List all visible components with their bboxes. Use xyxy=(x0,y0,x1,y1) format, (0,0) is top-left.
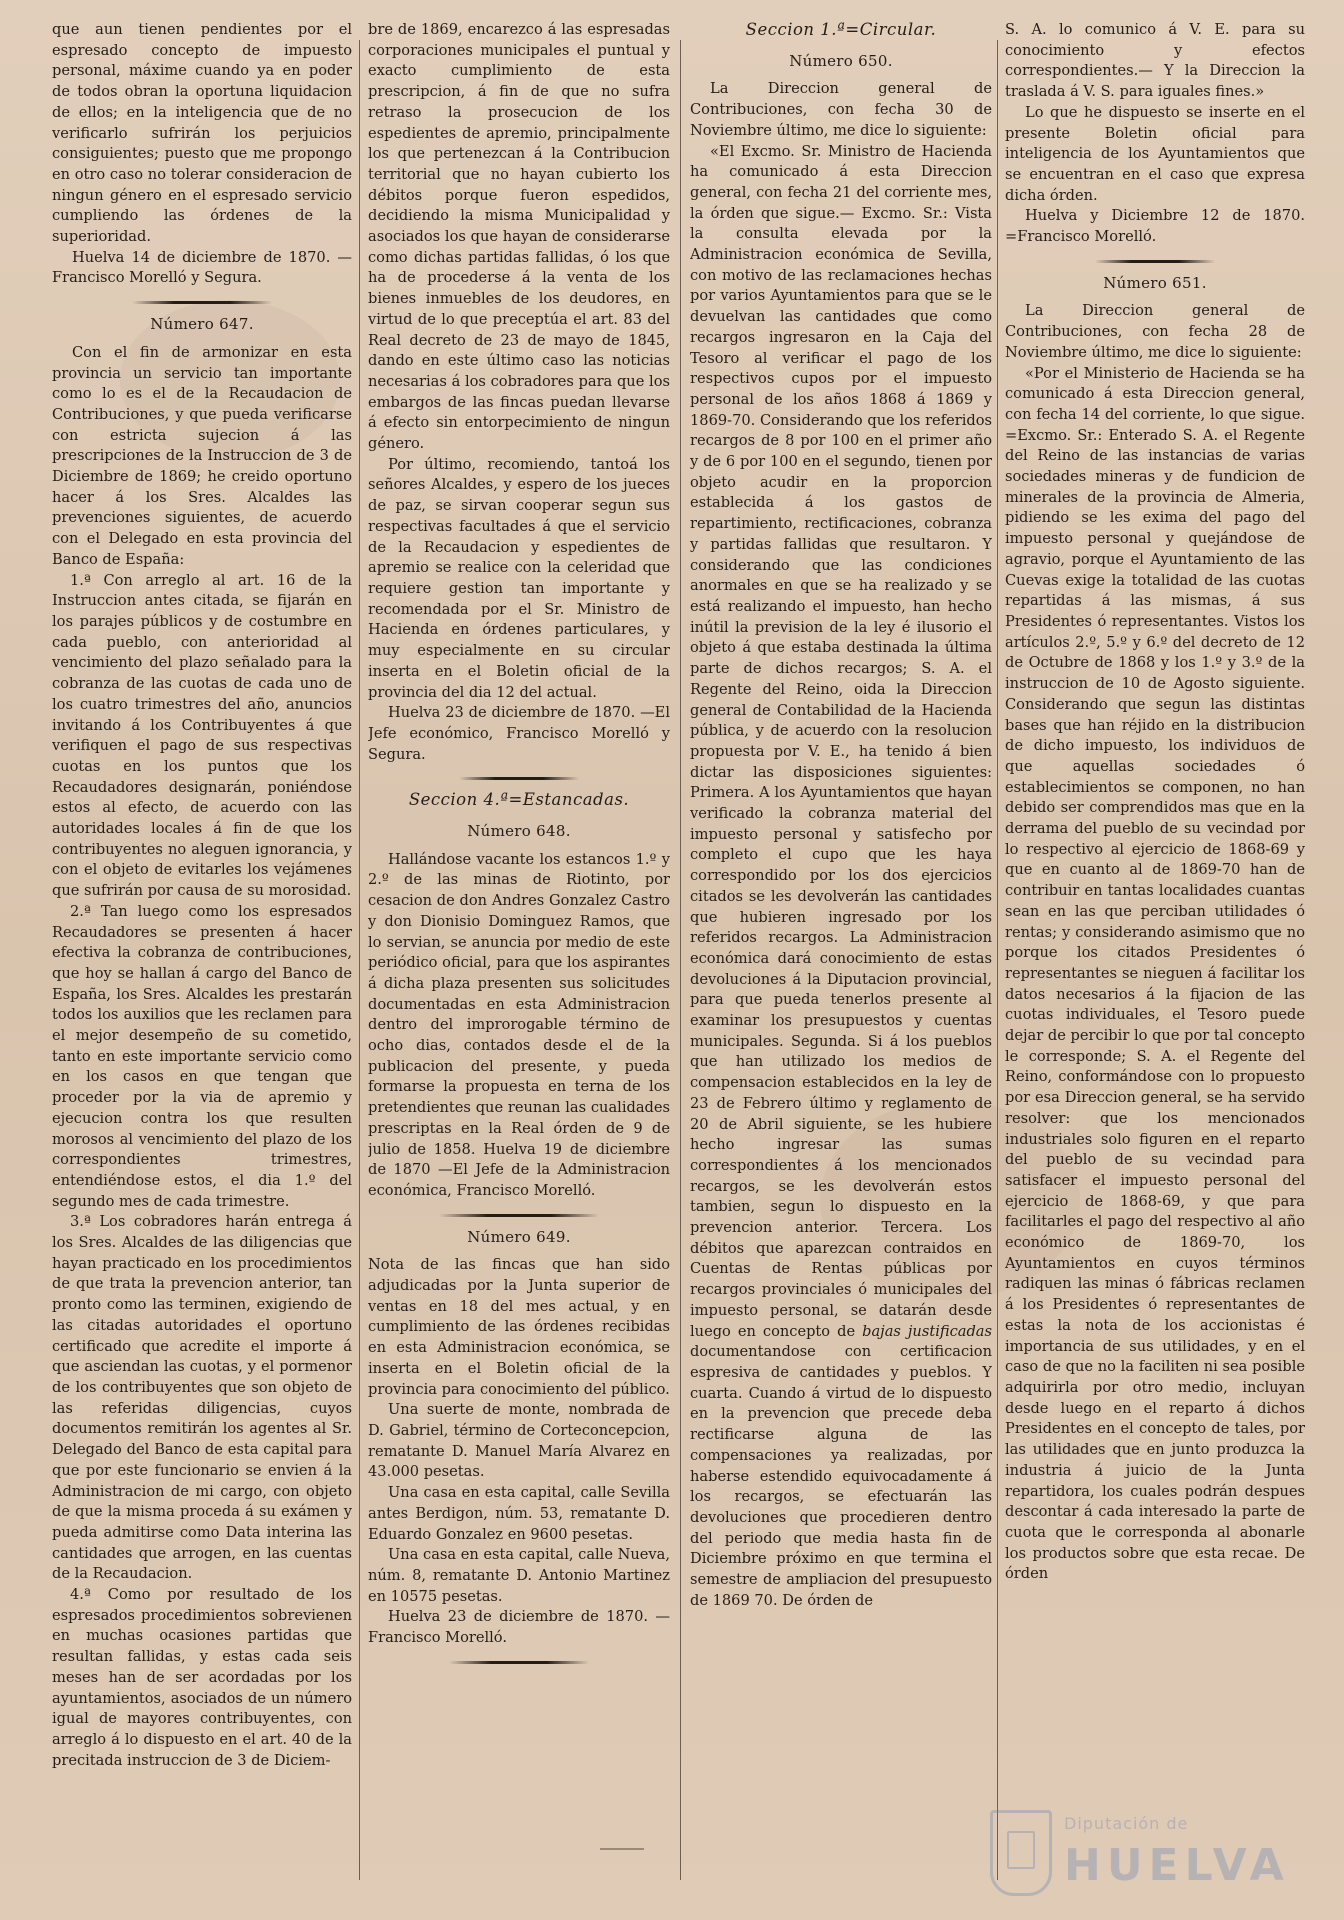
list-item: 3.ª Los cobradores harán entrega á los Sres. Alcaldes de las diligencias que hayan practicado en los procedimientos de que trata la prevencion anterior, tan pronto como las terminen, exigiendo de las citadas autoridades el oportuno certificado que acredite el importe á que asciendan las cuotas, y el pormenor de los contribuyentes que son objeto de las referidas diligencias, cuyos documentos remitirán los agentes al Sr. Delegado del Banco de esta capital para que por este funcionario se envien á la Administracion de mi cargo, con objeto de que la misma proceda á su exámen y pueda admitirse como Data interina las cantidades que arrogen, en las cuentas de la Recaudacion. xyxy=(52,1213,352,1583)
separator-rule xyxy=(439,1214,599,1217)
signature-line: Huelva 23 de diciembre de 1870. —Francisco Morelló. xyxy=(368,1608,670,1647)
column-divider xyxy=(359,40,360,1880)
paragraph: Con el fin de armonizar en esta provincia un servicio tan importante como lo es el de la Recaudacion de Contribuciones, y que pueda verificarse con estricta sujecion á las prescripciones de la Instruccion de 3 de Diciembre de 1869; he creido oportuno hacer á los Sres. Alcaldes las prevenciones siguientes, de acuerdo con el Delegado en esta provincia del Banco de España: xyxy=(52,343,352,568)
column-divider xyxy=(680,40,681,1880)
notice-heading-650: Número 650. xyxy=(789,51,893,70)
paragraph: Por último, recomiendo, tantoá los señores Alcaldes, y espero de los jueces de paz, se sirvan cooperar segun sus respectivas facultades á que el servicio de la Recaudacion y espedientes de apremio se realice con la celeridad que requiere gestion tan importante y recomendada por el Sr. Ministro de Hacienda en órdenes particulares, y muy especialmente en su circular inserta en el Boletin oficial de la provincia del dia 12 del actual. xyxy=(368,455,670,701)
separator-rule xyxy=(449,1661,589,1664)
list-item: Una casa en esta capital, calle Nueva, núm. 8, rematante D. Antonio Martinez en 10575 pesetas. xyxy=(368,1546,670,1605)
column-divider xyxy=(997,40,998,1880)
signature-line: Huelva y Diciembre 12 de 1870. =Francisco Morelló. xyxy=(1005,207,1305,246)
column-3 xyxy=(690,20,992,1900)
separator-rule xyxy=(459,777,579,780)
column-4 xyxy=(1005,20,1305,1900)
signature-line: Huelva 14 de diciembre de 1870. —Francisco Morelló y Segura. xyxy=(52,248,352,287)
italic-term: bajas justificadas xyxy=(862,1322,992,1340)
section-heading: Seccion 4.ª=Estancadas. xyxy=(408,790,630,810)
list-item: 1.ª Con arreglo al art. 16 de la Instruccion antes citada, se fijarán en los parajes públicos y de costumbre en cada pueblo, con anterioridad al vencimiento del plazo señalado para la cobranza de las cuotas de cada uno de los cuatro trimestres del año, anuncios invitando á los Contribuyentes á que verifiquen el pago de sus respectivas cuotas en los puntos que los Recaudadores designarán, poniéndose estos al efecto, de acuerdo con las autoridades locales á fin de que los contribuyentes no aleguen ignorancia, y con el objeto de evitarles los vejámenes que sufrirán por causa de su morosidad. xyxy=(52,571,352,900)
paragraph xyxy=(690,142,992,1612)
paragraph: que aun tienen pendientes por el espresado concepto de impuesto personal, máxime cuando ya en poder de todos obran la oportuna liquidacion de ellos; en la inteligencia que de no verificarlo sufrirán los perjuicios consiguientes; puesto que me propongo en otro caso no tolerar consideracion de ningun género en el espresado servicio cumpliendo las órdenes de la superioridad. xyxy=(52,21,352,246)
column-2 xyxy=(368,20,670,1900)
notice-heading-649: Número 649. xyxy=(467,1227,571,1246)
paragraph-text: «El Excmo. Sr. Ministro de Hacienda ha comunicado á esta Direccion general, con fecha 21 del corriente mes, la órden que sigue.— Excmo. Sr.: Vista la consulta elevada por la Administracion económica de Sevilla, con motivo de las reclamaciones hechas por varios Ayuntamientos para que se le devuelvan las cantidades que como recargos ingresaron en la Caja del Tesoro al verificar el pago de los respectivos cupos por el impuesto personal de los años 1868 á 1869 y 1869-70. Considerando que los referidos recargos de 8 por 100 en el primer año y de 6 por 100 en el segundo, tienen por objeto acudir en la proporcion establecida á los gastos de repartimiento, rectificaciones, cobranza y partidas fallidas que resultaron. Y considerando que las condiciones anormales en que se ha realizado y se está realizando el impuesto, han hecho inútil la prevision de la ley é ilusorio el objeto á que estaba destinada la última parte de dichos recargos; S. A. el Regente del Reino, oida la Direccion general de Contabilidad de la Hacienda pública, y de acuerdo con la resolucion propuesta por V. E., ha tenido á bien dictar las disposiciones siguientes: Primera. A los Ayuntamientos que hayan verificado la cobranza material del impuesto personal y satisfecho por completo el cupo que les haya correspondido por los dos ejercicios citados se les devolverán las cantidades que hubieren ingresado por los referidos recargos. La Administracion económica dará conocimiento de estas devoluciones á la Diputacion provincial, para que pueda tenerlos presente al examinar los presupuestos y cuentas municipales. Segunda. Si á los pueblos que han utilizado los medios de compensacion establecidos en la ley de 23 de Febrero último y reglamento de 20 de Abril siguiente, se les hubiere hecho ingresar las sumas correspondientes á los mencionados recargos, se les devolverán estos tambien, segun lo dispuesto en la prevencion anterior. Tercera. Los débitos que aparezcan contraidos en Cuentas de Rentas públicas por recargos provinciales ó municipales del impuesto personal, se datarán desde luego en concepto de xyxy=(690,142,992,1340)
paragraph: Lo que he dispuesto se inserte en el presente Boletin oficial para inteligencia de los Ayuntamientos que se encuentran en el caso que expresa dicha órden. xyxy=(1005,103,1305,204)
paragraph: bre de 1869, encarezco á las espresadas corporaciones municipales el puntual y exacto cumplimiento de esta prescripcion, á fin de que no sufra retraso la prosecucion de los espedientes de apremio, principalmente los que pertenezcan á la Contribucion territorial que no hayan cubierto los débitos porque fueron espedidos, decidiendo la misma Municipalidad y asociados los que hayan de considerarse como dichas partidas fallidas, ó los que ha de procederse á la venta de los bienes inmuebles de los deudores, en virtud de lo que preceptúa el art. 83 del Real decreto de 23 de mayo de 1845, dando en este último caso las noticias necesarias á los cobradores para que los embargos de las fincas puedan llevarse á efecto sin entorpecimiento de ningun género. xyxy=(368,21,670,453)
notice-heading-647: Número 647. xyxy=(150,315,254,334)
column-1 xyxy=(52,20,352,1900)
paragraph: Nota de las fincas que han sido adjudicadas por la Junta superior de ventas en 18 del mes actual, y en cumplimiento de las órdenes recibidas en esta Administracion económica, se inserta en el Boletin oficial de la provincia para conocimiento del público. xyxy=(368,1256,670,1398)
separator-rule xyxy=(132,301,272,304)
signature-line: Huelva 23 de diciembre de 1870. —El Jefe económico, Francisco Morelló y Segura. xyxy=(368,704,670,763)
section-heading: Seccion 1.ª=Circular. xyxy=(745,20,937,39)
paragraph: La Direccion general de Contribuciones, con fecha 28 de Noviembre último, me dice lo siguiente: xyxy=(1005,302,1305,361)
paragraph: «Por el Ministerio de Hacienda se ha comunicado á esta Direccion general, con fecha 14 del corriente, lo que sigue. =Excmo. Sr.: Enterado S. A. el Regente del Reino de las instancias de varias sociedades mineras y de fundicion de minerales de la provincia de Almeria, pidiendo se les exima del pago del impuesto personal y quejándose de agravio, porque el Ayuntamiento de las Cuevas exige la totalidad de las cuotas repartidas á las mismas, á sus Presidentes ó representantes. Vistos los artículos 2.º, 5.º y 6.º del decreto de 12 de Octubre de 1868 y los 1.º y 3.º de la instruccion de 10 de Agosto siguiente. Considerando que segun las distintas bases que han réjido en la distribucion de dicho impuesto, los individuos de que aquellas sociedades ó establecimientos se componen, no han debido ser comprendidos mas que en la derrama del pueblo de su vecindad por lo respectivo al ejercicio de 1868-69 y que en cuanto al de 1869-70 han de contribuir en tantas localidades cuantas sean en las que perciban utilidades ó rentas; y considerando asimismo que no porque los citados Presidentes ó representantes se nieguen á facilitar los datos necesarios á la fijacion de las cuotas individuales, el Tesoro puede dejar de percibir lo que por tal concepto le corresponde; S. A. el Regente del Reino, conformándose con lo propuesto por esa Direccion general, se ha servido resolver: que los mencionados industriales solo figuren en el reparto del pueblo de su vecindad para satisfacer el impuesto personal del ejercicio de 1868-69, y que para facilitarles el pago del respectivo al año económico de 1869-70, los Ayuntamientos en cuyos términos radiquen las minas ó fábricas reclamen á los Presidentes ó representantes de estas la nota de los accionistas é importancia de sus utilidades, y en el caso de que no la faciliten ni sea posible adquirirla por otro medio, incluyan desde luego en el reparto á dichos Presidentes en el concepto de tales, por las utilidades que en junto produzca la industria á juicio de la Junta repartidora, los cuales podrán despues descontar á cada interesado la parte de cuota que le corresponda al abonarle los productos sobre que esta recae. De órden xyxy=(1005,364,1305,1583)
list-item: Una suerte de monte, nombrada de D. Gabriel, término de Corteconcepcion, rematante D. Manuel María Alvarez en 43.000 pesetas. xyxy=(368,1401,670,1481)
paragraph-text: documentandose con certificacion espresiva de cantidades y pueblos. Y cuarta. Cuando á virtud de lo dispuesto en la prevencion que precede deba rectificarse alguna de las compensaciones ya realizadas, por haberse estendido equivocadamente á los recargos, se efectuarán las devoluciones que procedieren dentro del periodo que media hasta fin de Diciembre próximo en que termina el semestre de ampliacion del presupuesto de 1869 70. De órden de xyxy=(690,1343,992,1609)
paragraph: Hallándose vacante los estancos 1.º y 2.º de las minas de Riotinto, por cesacion de don Andres Gonzalez Castro y don Dionisio Dominguez Ramos, que lo servian, se anuncia por medio de este periódico oficial, para que los aspirantes á dicha plaza presenten sus solicitudes documentadas en esta Administracion dentro del improrogable término de ocho dias, contados desde el de la publicacion del presente, y pueda formarse la propuesta en terna de los pretendientes que reunan las cualidades prescriptas en la Real órden de 9 de julio de 1858. Huelva 19 de diciembre de 1870 —El Jefe de la Administracion económica, Francisco Morelló. xyxy=(368,850,670,1199)
notice-heading-651: Número 651. xyxy=(1103,273,1207,292)
separator-rule xyxy=(1095,260,1215,263)
list-item: 4.ª Como por resultado de los espresados procedimientos sobrevienen en muchas ocasiones partidas que resultan fallidas, y estas cada seis meses han de ser acordadas por los ayuntamientos, asociados de un número igual de mayores contribuyentes, con arreglo á lo dispuesto en el art. 40 de la precitada instruccion de 3 de Diciem- xyxy=(52,1586,352,1769)
shield-icon xyxy=(990,1810,1052,1896)
paragraph: S. A. lo comunico á V. E. para su conocimiento y efectos correspondientes.— Y la Direccion la traslada á V. S. para iguales fines.» xyxy=(1005,21,1305,101)
notice-heading-648: Número 648. xyxy=(467,822,571,841)
watermark-top: Diputación de xyxy=(1064,1814,1189,1833)
archive-watermark xyxy=(990,1800,1330,1910)
list-item: Una casa en esta capital, calle Sevilla antes Berdigon, núm. 53, rematante D. Eduardo Gonzalez en 9600 pesetas. xyxy=(368,1484,670,1543)
list-item: 2.ª Tan luego como los espresados Recaudadores se presenten á hacer efectiva la cobranza de contribuciones, que hoy se hallan á cargo del Banco de España, los Sres. Alcaldes les prestarán todos los auxilios que les reclamen para el mejor desempeño de su cometido, tanto en este importante servicio como en los casos en que tengan que proceder por la via de apremio y ejecucion contra los que resulten morosos al vencimiento del plazo de los correspondientes trimestres, entendiéndose estos, el dia 1.º del segundo mes de cada trimestre. xyxy=(52,902,352,1210)
watermark-word: HUELVA xyxy=(1064,1840,1290,1891)
paragraph: La Direccion general de Contribuciones, con fecha 30 de Noviembre último, me dice lo siguiente: xyxy=(690,80,992,139)
footer-mark xyxy=(600,1838,644,1850)
